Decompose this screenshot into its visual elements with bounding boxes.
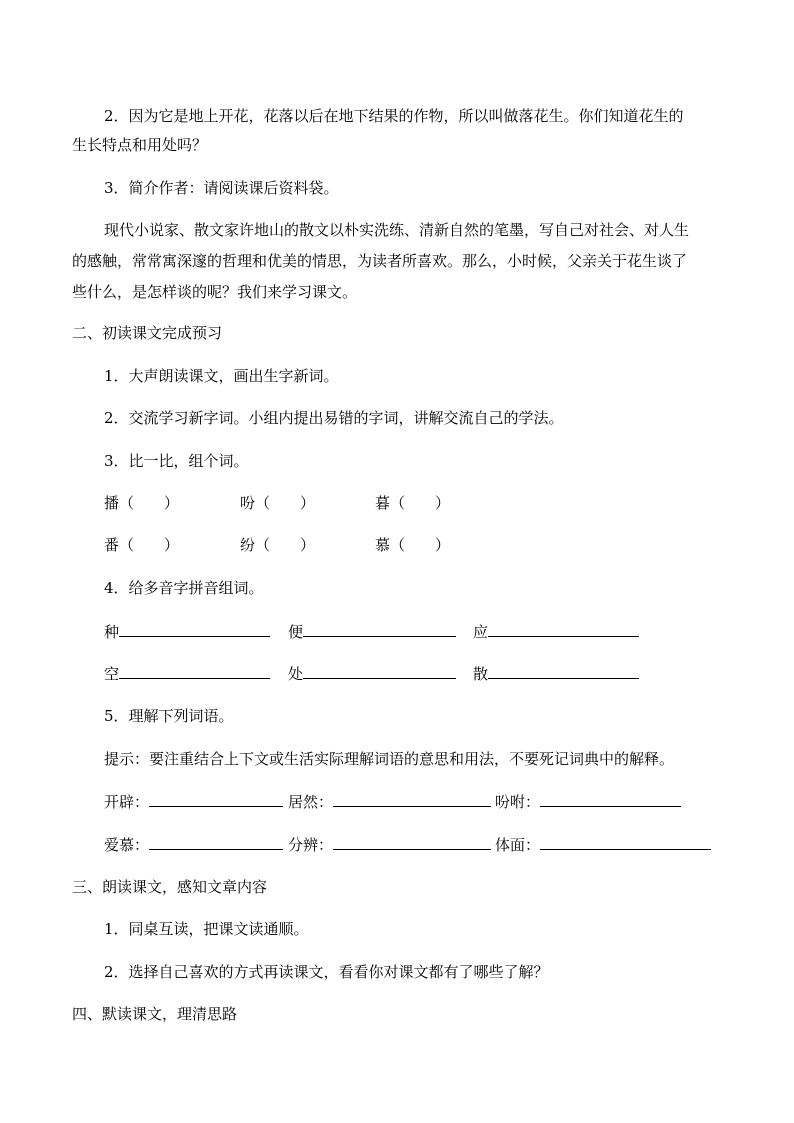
- answer-blank[interactable]: [333, 834, 491, 850]
- section-2-item-1: 1．大声朗读课文，画出生字新词。: [104, 367, 339, 385]
- compare-cell: 播（ ）: [104, 494, 180, 512]
- answer-blank[interactable]: [303, 663, 456, 679]
- compare-cell: 慕（ ）: [375, 536, 451, 554]
- answer-blank[interactable]: [540, 791, 681, 807]
- hint-text: 提示：要注重结合上下文或生活实际理解词语的意思和用法，不要死记词典中的解释。: [104, 750, 675, 768]
- polyphone-char: 处: [288, 665, 304, 683]
- section-2-item-5: 5．理解下列词语。: [104, 707, 234, 725]
- answer-blank[interactable]: [119, 621, 270, 637]
- section-3-item-1: 1．同桌互读，把课文读通顺。: [104, 920, 309, 938]
- vocab-entry: [495, 791, 681, 812]
- polyphone-char: 种: [104, 623, 120, 641]
- polyphone-entry: [104, 663, 270, 684]
- section-3-item-2: 2．选择自己喜欢的方式再读课文，看看你对课文都有了哪些了解？: [104, 963, 549, 981]
- answer-blank[interactable]: [488, 663, 639, 679]
- answer-blank[interactable]: [303, 621, 456, 637]
- answer-blank[interactable]: [149, 791, 283, 807]
- vocab-entry: [104, 791, 283, 812]
- author-paragraph-line-1: 现代小说家、散文家许地山的散文以朴实洗练、清新自然的笔墨，写自己对社会、对人生: [104, 221, 690, 239]
- section-4-heading: 四、默读课文，理清思路: [72, 1005, 238, 1023]
- vocab-word: 开辟：: [104, 793, 150, 811]
- polyphone-char: 空: [104, 665, 120, 683]
- intro-item-2-line-2: 生长特点和用处吗？: [72, 136, 208, 154]
- vocab-word: 分辨：: [288, 836, 334, 854]
- polyphone-char: 散: [473, 665, 489, 683]
- author-paragraph-line-2: 的感触，常常寓深邃的哲理和优美的情思，为读者所喜欢。那么，小时候，父亲关于花生谈了: [72, 252, 688, 270]
- section-2-item-2: 2．交流学习新字词。小组内提出易错的字词，讲解交流自己的学法。: [104, 409, 564, 427]
- answer-blank[interactable]: [149, 834, 283, 850]
- polyphone-entry: [288, 663, 456, 684]
- section-2-item-4: 4．给多音字拼音组词。: [104, 579, 264, 597]
- vocab-entry: [495, 834, 711, 855]
- answer-blank[interactable]: [333, 791, 491, 807]
- compare-cell: 纷（ ）: [240, 536, 316, 554]
- vocab-word: 爱慕：: [104, 836, 150, 854]
- polyphone-char: 应: [473, 623, 489, 641]
- compare-cell: 番（ ）: [104, 536, 180, 554]
- section-2-item-3: 3．比一比，组个词。: [104, 452, 249, 470]
- polyphone-entry: [104, 621, 270, 642]
- vocab-entry: [104, 834, 283, 855]
- polyphone-char: 便: [288, 623, 304, 641]
- polyphone-entry: [473, 621, 639, 642]
- compare-cell: 吩（ ）: [240, 494, 316, 512]
- section-3-heading: 三、朗读课文，感知文章内容: [72, 878, 268, 896]
- vocab-entry: [288, 791, 491, 812]
- polyphone-entry: [473, 663, 639, 684]
- vocab-word: 体面：: [495, 836, 541, 854]
- vocab-word: 居然：: [288, 793, 334, 811]
- polyphone-entry: [288, 621, 456, 642]
- compare-cell: 暮（ ）: [375, 494, 451, 512]
- author-paragraph-line-3: 些什么，是怎样谈的呢？我们来学习课文。: [72, 283, 358, 301]
- intro-item-3: 3．简介作者：请阅读课后资料袋。: [104, 179, 339, 197]
- intro-item-2-line-1: 2．因为它是地上开花，花落以后在地下结果的作物，所以叫做落花生。你们知道花生的: [104, 107, 684, 125]
- answer-blank[interactable]: [540, 834, 711, 850]
- vocab-word: 吩咐：: [495, 793, 541, 811]
- vocab-entry: [288, 834, 491, 855]
- answer-blank[interactable]: [119, 663, 270, 679]
- section-2-heading: 二、初读课文完成预习: [72, 324, 223, 342]
- answer-blank[interactable]: [488, 621, 639, 637]
